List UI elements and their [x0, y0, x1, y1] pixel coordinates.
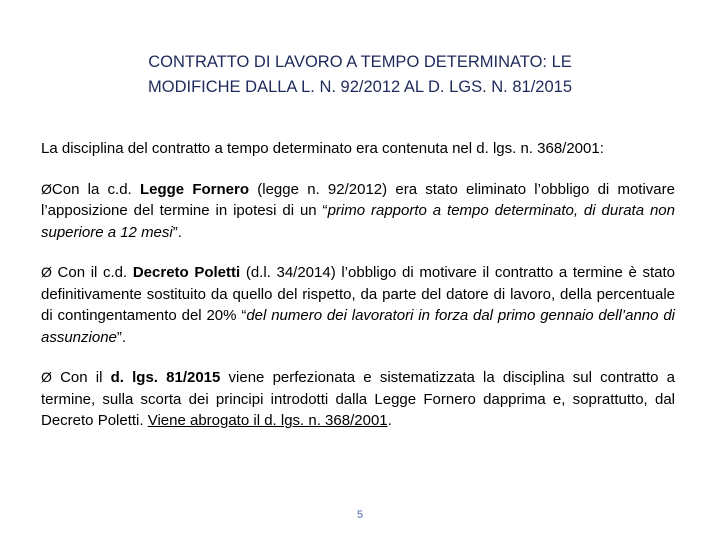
bullet-bold-text: Decreto Poletti [132, 264, 241, 281]
bullet-italic-quote: primo rapporto a tempo determinato, di durata non superiore a 12 mesi [41, 202, 675, 241]
arrow-bullet-icon: Ø [41, 369, 52, 385]
bullet-text: ”. [172, 223, 182, 241]
bullet-underlined-text: Viene abrogato il d. lgs. n. 368/2001 [147, 412, 388, 429]
bullet-decreto-poletti [41, 262, 675, 348]
slide-title-line-2: MODIFICHE DALLA L. N. 92/2012 AL D. LGS. N. 81/2015 [147, 78, 572, 96]
intro-paragraph: La disciplina del contratto a tempo determinato era contenuta nel d. lgs. n. 368/2001: [41, 140, 604, 157]
bullet-text: viene perfezionata e sistematizzata la disciplina sul contratto a termine, sulla scorta dei principi introdotti dalla Legge Fornero dapprima e, soprattutto, dal Decreto Poletti. [41, 369, 675, 429]
page-number: 5 [356, 509, 364, 521]
bullet-text: Con il c.d. [51, 264, 133, 281]
bullet-bold-text: Legge Fornero [139, 180, 250, 198]
slide-title-line-1: CONTRATTO DI LAVORO A TEMPO DETERMINATO: LE [148, 53, 572, 71]
bullet-legge-fornero [41, 179, 675, 244]
bullet-text: Con la c.d. [51, 180, 140, 198]
bullet-italic-quote: del numero dei lavoratori in forza dal primo gennaio dell’anno di assunzione [41, 307, 676, 346]
bullet-bold-text: d. lgs. 81/2015 [110, 369, 221, 386]
bullet-text: Con il [51, 369, 111, 386]
arrow-bullet-icon: Ø [41, 180, 52, 197]
arrow-bullet-icon: Ø [41, 264, 52, 280]
bullet-text: . [387, 412, 392, 429]
bullet-text: (legge n. 92/2012) era stato eliminato l’obbligo di motivare l’apposizione del termine in ipotesi di un “ [41, 180, 675, 219]
bullet-text: (d.l. 34/2014) l’obbligo di motivare il contratto a termine è stato definitivamente sostituito da quello del rispetto, da parte del datore di lavoro, della percentuale di contingentamento del 20% “ [41, 264, 676, 324]
bullet-text: ”. [116, 328, 127, 346]
slide-body [41, 138, 675, 432]
bullet-dlgs-81-2015 [41, 367, 675, 432]
slide-title [60, 50, 660, 100]
